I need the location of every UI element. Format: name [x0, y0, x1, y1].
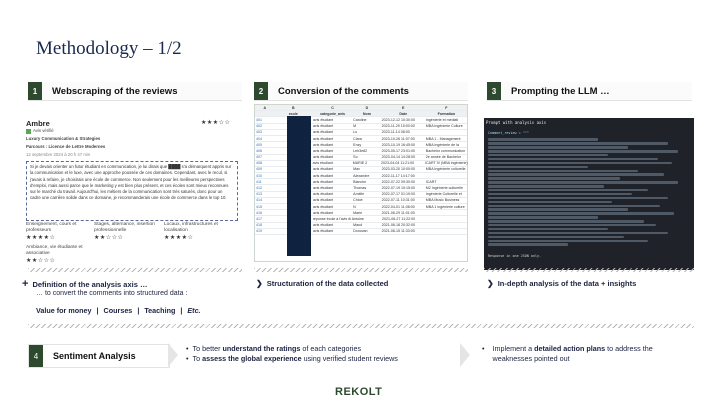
- sheet-cell[interactable]: 2022-07-11 10:31:00: [381, 198, 415, 203]
- code-line: [488, 170, 638, 173]
- sentiment-title: Sentiment Analysis: [53, 351, 136, 361]
- sheet-header-cell: Date: [399, 111, 408, 116]
- sheet-cell[interactable]: Ingénierie et médiati: [425, 117, 459, 122]
- prompt-first-line: Comment_review = """: [488, 131, 529, 135]
- sheet-cell[interactable]: MBA 1 ingénierie culture: [425, 204, 465, 209]
- sheet-cell[interactable]: Max: [353, 167, 360, 172]
- sheet-cell[interactable]: réponse école à l'avis di Antoine: [312, 216, 364, 221]
- sheet-cell[interactable]: 408: [256, 161, 262, 166]
- sheet-cell[interactable]: avis étudiant: [312, 148, 334, 153]
- bullet-item: • To better understand the ratings of each categories: [186, 344, 362, 353]
- sheet-col-letter: C: [331, 105, 334, 110]
- llm-prompt-screenshot: [484, 118, 694, 270]
- prompt-code-lines: [488, 137, 688, 247]
- sheet-cell[interactable]: avis étudiant: [312, 210, 334, 215]
- axis-item: Teaching: [144, 306, 176, 315]
- sheet-header-cell: ecole: [288, 111, 298, 116]
- sheet-cell[interactable]: 2023-05-17 23:01:00: [381, 148, 416, 153]
- sheet-cell[interactable]: 405: [256, 142, 262, 147]
- axis-item: Value for money: [36, 306, 92, 315]
- code-line: [488, 162, 672, 165]
- sheet-col-letter: E: [402, 105, 405, 110]
- sheet-cell[interactable]: 2021-06-27 11:22:00: [382, 216, 416, 221]
- sheet-cell[interactable]: Marie: [353, 210, 363, 215]
- sheet-cell[interactable]: 410: [256, 173, 262, 178]
- criterion-label: Enseignement, cours et professeurs: [26, 222, 77, 233]
- code-line: [488, 166, 588, 169]
- sheet-cell[interactable]: Maud: [353, 223, 363, 228]
- sheet-cell[interactable]: avis étudiant: [312, 142, 334, 147]
- code-line: [488, 212, 674, 215]
- code-line: [488, 243, 568, 246]
- sheet-cell[interactable]: 2022-11-17 14:17:00: [381, 173, 415, 178]
- code-line: [488, 185, 604, 188]
- code-line: [488, 205, 660, 208]
- review-screenshot: [26, 104, 242, 262]
- sheet-cell[interactable]: 407: [256, 155, 262, 160]
- hatch-divider: [28, 268, 242, 272]
- code-line: [488, 216, 598, 219]
- sheet-cell[interactable]: M2 Ingénierie culturelle: [425, 186, 463, 191]
- sentiment-actions: [482, 344, 682, 364]
- sheet-cell[interactable]: avis étudiant: [312, 186, 334, 191]
- step-label: Webscraping of the reviews: [52, 85, 178, 97]
- label-analysis-axis: [22, 278, 147, 290]
- bullet-item: • To assess the global experience using verified student reviews: [186, 354, 398, 363]
- prompt-last-line: Response in one JSON only.: [488, 254, 542, 258]
- code-line: [488, 173, 664, 176]
- sheet-cell[interactable]: Clara: [353, 136, 362, 141]
- chevron-right-icon: ❯: [256, 279, 263, 288]
- sheet-cell[interactable]: 411: [256, 179, 262, 184]
- sheet-cell[interactable]: 418: [256, 223, 262, 228]
- code-line: [488, 228, 608, 231]
- sheet-cell[interactable]: Caroline: [353, 117, 367, 122]
- sheet-cell[interactable]: avis étudiant: [312, 130, 334, 135]
- sheet-cell[interactable]: MBA 1 - Management: [425, 136, 461, 141]
- sheet-cell[interactable]: 2023-10-19 16:45:00: [381, 142, 416, 147]
- sheet-cell[interactable]: 2021-06-29 11:01:00: [381, 210, 415, 215]
- step-header-webscraping: [28, 82, 242, 101]
- code-line: [488, 158, 658, 161]
- sheet-cell[interactable]: avis étudiant: [312, 161, 333, 166]
- redacted-school-column: [287, 116, 311, 256]
- sheet-header-cell: categorie_avis: [320, 111, 346, 116]
- code-line: [488, 150, 678, 153]
- sheet-cell[interactable]: avis étudiant: [312, 136, 334, 141]
- sheet-cell[interactable]: 2023-04-14 14:28:00: [381, 155, 416, 160]
- sheet-cell[interactable]: M: [353, 124, 357, 129]
- sheet-cell[interactable]: avis étudiant: [312, 173, 334, 178]
- prompt-header: Prompt with analysis axis: [486, 120, 547, 125]
- axis-separator: |: [137, 306, 140, 315]
- sheet-cell[interactable]: 2022-07-17 01:19:00: [381, 192, 416, 197]
- axis-separator: |: [96, 306, 99, 315]
- code-line: [488, 201, 612, 204]
- review-program: Parcours : Licence de Lettre Modernes: [26, 144, 106, 149]
- sheet-cell[interactable]: 2023-03-20 10:00:00: [381, 167, 416, 172]
- criterion-stars: ★★★★☆: [26, 235, 56, 241]
- sheet-cell[interactable]: ICART IV (MBA ingénierie): [425, 161, 468, 166]
- code-line: [488, 189, 648, 192]
- step-header-prompting: [487, 82, 692, 101]
- code-line: [488, 232, 668, 235]
- criterion-stars: ★★☆☆☆: [94, 235, 124, 241]
- sheet-cell[interactable]: 2021-06-18 20:32:00: [381, 223, 416, 228]
- step-number: 3: [487, 82, 501, 100]
- sheet-cell[interactable]: Chloé: [353, 198, 363, 203]
- criterion-ambiance: [26, 245, 92, 264]
- sheet-cell[interactable]: 402: [256, 124, 262, 129]
- axis-item: Courses: [103, 306, 133, 315]
- criterion-teaching: [26, 222, 88, 241]
- sheet-cell[interactable]: Donovan: [353, 229, 368, 234]
- sheet-cell[interactable]: avis étudiant: [312, 124, 334, 129]
- sheet-cell[interactable]: 412: [256, 186, 262, 191]
- criterion-label: Stages, alternance, insertion professionnelle: [94, 222, 155, 233]
- code-line: [488, 208, 628, 211]
- sheet-cell[interactable]: Enzy: [353, 142, 362, 147]
- sheet-cell[interactable]: 419: [256, 229, 262, 234]
- verified-check-icon: [26, 129, 31, 134]
- label-structuration: [256, 279, 388, 288]
- label-text: In-depth analysis of the data + insights: [497, 279, 637, 288]
- sheet-header-cell: Nom: [362, 111, 371, 116]
- sheet-cell[interactable]: avis étudiant: [312, 198, 334, 203]
- sheet-cell[interactable]: avis étudiant: [312, 179, 334, 184]
- step-header-conversion: [254, 82, 468, 101]
- sheet-cell[interactable]: 2022-07-22 09:30:00: [381, 179, 416, 184]
- code-line: [488, 142, 668, 145]
- sheet-cell[interactable]: Lu: [353, 130, 358, 135]
- sheet-cell[interactable]: 2023-12-12 10:30:00: [381, 117, 416, 122]
- criterion-stars: ★★★★☆: [164, 235, 194, 241]
- review-author: Ambre: [26, 119, 50, 128]
- step-number: 1: [28, 82, 42, 100]
- sheet-cell[interactable]: 2e année de Bachelor: [425, 155, 461, 160]
- spreadsheet: [254, 104, 468, 262]
- sheet-cell[interactable]: Alexandre: [353, 173, 370, 178]
- bullet-item: • Implement a detailed action plans to address the weaknesses pointed out: [482, 344, 653, 363]
- sheet-cell[interactable]: Bachelor communication: [425, 148, 466, 153]
- sheet-cell[interactable]: 2022-07-19 19:15:00: [381, 186, 416, 191]
- sheet-col-letter: D: [365, 105, 369, 110]
- chevron-right-icon: [460, 343, 470, 367]
- brand-logo: REKOLT: [335, 386, 383, 398]
- sheet-col-letter: F: [445, 105, 448, 110]
- chevron-right-icon: ❯: [487, 279, 494, 288]
- sheet-cell[interactable]: Blanche: [353, 179, 367, 184]
- sheet-cell[interactable]: ICART: [425, 179, 437, 184]
- sheet-cell[interactable]: 415: [256, 204, 262, 209]
- criterion-facilities: [164, 222, 234, 241]
- sheet-cell[interactable]: 2022-04-01 11:08:00: [381, 204, 415, 209]
- step-number: 4: [29, 345, 43, 367]
- criterion-label: Ambiance, vie étudiante et associative: [26, 245, 83, 256]
- sheet-header-cell: Formation: [437, 111, 456, 116]
- label-in-depth: [487, 279, 636, 288]
- review-school: Luxury Communication & Strategies: [26, 136, 101, 141]
- label-analysis-sub: … to convert the comments into structured data :: [36, 290, 188, 297]
- review-text: Si je devais orienter un futur étudiant en communication, je lui dirais que ████ s'a démarquent appris sur la communication et le luxe, avec une approche poussée de ces domaines. Cependant, avec le recul, si j'avais à refaire, je choisirais une école de commerce. Non seulement pour les meilleures perspectives d'emploi, mais aussi parce que le marketing y est bien plus présent, et ces écoles sont mieux reconnues sur le marché du travail. Aujourd'hui, les métiers de la communication sont très saturés, donc pour un cadre une carrière solide dans ce domaine, je recommanderais une école de commerce dans le top 10.: [26, 161, 238, 221]
- sheet-cell[interactable]: MARIE 2: [352, 161, 368, 166]
- page-title: Methodology – 1/2: [36, 38, 182, 59]
- code-line: [488, 220, 644, 223]
- criterion-label: Locaux, infrastructures et localisation: [164, 222, 218, 233]
- sheet-cell[interactable]: 409: [256, 167, 262, 172]
- sheet-cell[interactable]: 404: [256, 136, 262, 141]
- sheet-cell[interactable]: 401: [256, 117, 262, 122]
- sheet-cell[interactable]: avis étudiant: [312, 223, 334, 228]
- sheet-cell[interactable]: MBA Music Business: [425, 198, 460, 203]
- code-line: [488, 197, 668, 200]
- verified-label: Avis vérifié: [33, 128, 54, 133]
- sheet-col-letter: A: [263, 105, 267, 110]
- sheet-cell[interactable]: N: [353, 204, 356, 209]
- sheet-cell[interactable]: avis étudiant: [312, 155, 334, 160]
- code-line: [488, 177, 620, 180]
- hatch-divider: [254, 268, 468, 272]
- sheet-cell[interactable]: avis étudiant: [312, 204, 334, 209]
- sentiment-analysis-box: [28, 344, 170, 368]
- criterion-stars: ★★☆☆☆: [26, 258, 56, 264]
- sentiment-goals: [186, 344, 398, 364]
- sheet-cell[interactable]: avis étudiant: [312, 229, 334, 234]
- chevron-right-icon: [168, 343, 178, 367]
- sheet-cell[interactable]: 2023-04-04 11:21:00: [381, 161, 415, 166]
- sheet-cell[interactable]: avis étudiant: [312, 117, 334, 122]
- sheet-cell[interactable]: Amélie: [353, 192, 365, 197]
- sheet-cell[interactable]: avis étudiant: [312, 167, 334, 172]
- label-text: Structuration of the data collected: [266, 279, 389, 288]
- plus-icon: +: [22, 278, 29, 290]
- sheet-cell[interactable]: 406: [256, 148, 262, 153]
- code-line: [488, 193, 632, 196]
- sheet-cell[interactable]: 413: [256, 192, 262, 197]
- sheet-cell[interactable]: Ingénierie Culturelle et: [425, 192, 462, 197]
- review-date: 12 septembre 2024 à 20 h 47 min: [26, 152, 91, 157]
- sheet-cell[interactable]: MBA Ingénierie culturelle: [425, 167, 466, 172]
- label-text: Definition of the analysis axis …: [32, 279, 148, 289]
- step-label: Prompting the LLM …: [511, 85, 610, 97]
- sheet-cell[interactable]: So: [353, 155, 358, 160]
- code-line: [488, 240, 648, 243]
- step-label: Conversion of the comments: [278, 85, 409, 97]
- hatch-divider: [484, 268, 694, 272]
- code-line: [488, 224, 656, 227]
- review-verified: [26, 128, 54, 134]
- sheet-col-letter: B: [291, 105, 295, 110]
- code-line: [488, 154, 608, 157]
- sheet-cell[interactable]: 416: [256, 210, 262, 215]
- analysis-axes-list: [36, 306, 201, 315]
- code-line: [488, 236, 624, 239]
- sheet-cell[interactable]: 414: [256, 198, 262, 203]
- sheet-cell[interactable]: 403: [256, 130, 262, 135]
- sheet-cell[interactable]: MBA Ingénierie de la: [425, 142, 459, 147]
- step-number: 2: [254, 82, 268, 100]
- sheet-cell[interactable]: 2023-11-14 08:00: [381, 130, 410, 135]
- criterion-internships: [94, 222, 160, 241]
- code-line: [488, 181, 678, 184]
- sheet-cell[interactable]: Thomas: [353, 186, 367, 191]
- sheet-cell[interactable]: MBA Ingénierie Culture: [425, 124, 463, 129]
- review-overall-stars: ★★★☆☆: [201, 120, 231, 126]
- sheet-cell[interactable]: Leh3e82: [353, 148, 368, 153]
- axis-separator: |: [180, 306, 183, 315]
- code-line: [488, 138, 598, 141]
- sheet-cell[interactable]: 2023-10-26 11:07:00: [381, 136, 415, 141]
- sheet-cell[interactable]: 417: [256, 216, 262, 221]
- section-divider: [28, 324, 694, 328]
- axis-item: Etc.: [187, 306, 201, 315]
- sheet-cell[interactable]: avis étudiant: [312, 192, 334, 197]
- sheet-cell[interactable]: 2021-06-15 11:33:00: [381, 229, 415, 234]
- code-line: [488, 146, 628, 149]
- sheet-cell[interactable]: 2023-11-29 15:00:00: [381, 124, 415, 129]
